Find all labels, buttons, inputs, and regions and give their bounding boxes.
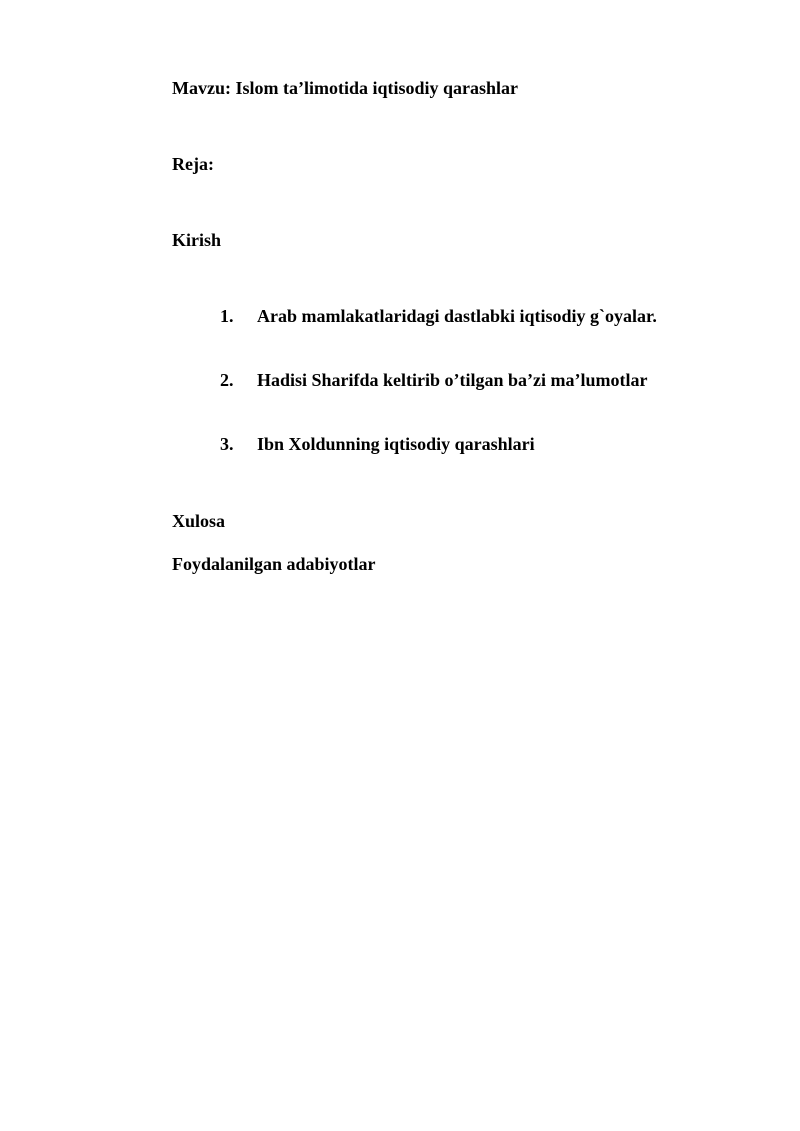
references-heading: Foydalanilgan adabiyotlar — [172, 554, 376, 574]
document-title: Mavzu: Islom ta’limotida iqtisodiy qarashlar — [172, 78, 519, 98]
plan-item-text: Arab mamlakatlaridagi dastlabki iqtisodiy g`oyalar. — [257, 306, 657, 326]
plan-item — [220, 369, 648, 391]
plan-item-number: 2. — [220, 370, 234, 390]
plan-item-number: 3. — [220, 434, 234, 454]
plan-item — [220, 433, 535, 455]
plan-item — [220, 305, 657, 327]
intro-heading: Kirish — [172, 230, 222, 250]
conclusion-heading: Xulosa — [172, 511, 226, 531]
plan-item-number: 1. — [220, 306, 234, 326]
plan-item-text: Ibn Xoldunning iqtisodiy qarashlari — [257, 434, 535, 454]
plan-item-text: Hadisi Sharifda keltirib o’tilgan ba’zi ma’lumotlar — [257, 370, 648, 390]
plan-label: Reja: — [172, 154, 214, 174]
